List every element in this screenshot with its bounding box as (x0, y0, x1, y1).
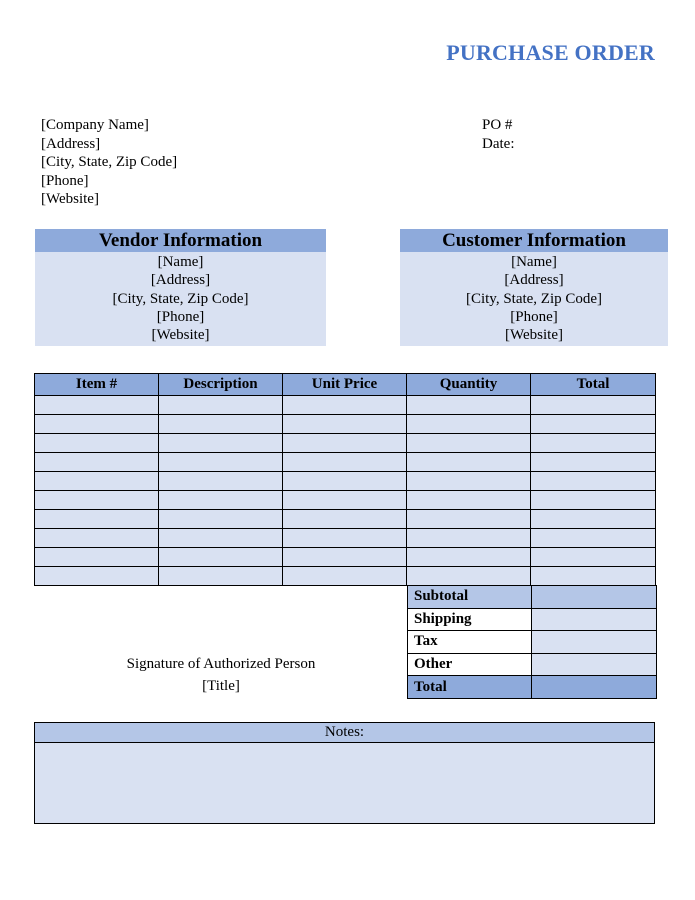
customer-city: [City, State, Zip Code] (465, 290, 603, 307)
cell-item[interactable] (35, 396, 159, 415)
cell-total[interactable] (531, 567, 656, 586)
cell-total[interactable] (531, 434, 656, 453)
vendor-city: [City, State, Zip Code] (112, 290, 249, 307)
cell-unit-price[interactable] (283, 529, 407, 548)
cell-description[interactable] (159, 491, 283, 510)
cell-unit-price[interactable] (283, 491, 407, 510)
cell-item[interactable] (35, 472, 159, 491)
company-block (41, 116, 177, 209)
cell-description[interactable] (159, 510, 283, 529)
signature-title: [Title] (202, 678, 240, 694)
vendor-address: [Address] (150, 272, 211, 289)
page-title: PURCHASE ORDER (446, 40, 655, 65)
tax-label: Tax (408, 631, 532, 654)
cell-item[interactable] (35, 491, 159, 510)
vendor-phone: [Phone] (156, 308, 205, 325)
tax-row (408, 631, 657, 654)
table-row (35, 491, 656, 510)
cell-description[interactable] (159, 453, 283, 472)
customer-name: [Name] (511, 254, 557, 270)
cell-total[interactable] (531, 548, 656, 567)
column-header-unit-price: Unit Price (283, 374, 407, 396)
customer-phone: [Phone] (510, 308, 558, 325)
cell-item[interactable] (35, 434, 159, 453)
cell-description[interactable] (159, 434, 283, 453)
cell-quantity[interactable] (407, 415, 531, 434)
cell-total[interactable] (531, 453, 656, 472)
cell-quantity[interactable] (407, 567, 531, 586)
table-row (35, 548, 656, 567)
items-header-row (35, 374, 656, 396)
cell-quantity[interactable] (407, 529, 531, 548)
company-phone: [Phone] (41, 172, 89, 189)
cell-unit-price[interactable] (283, 415, 407, 434)
cell-description[interactable] (159, 548, 283, 567)
cell-unit-price[interactable] (283, 434, 407, 453)
cell-item[interactable] (35, 510, 159, 529)
shipping-row (408, 608, 657, 631)
signature-label: Signature of Authorized Person (126, 656, 316, 672)
table-row (35, 567, 656, 586)
cell-unit-price[interactable] (283, 567, 407, 586)
cell-item[interactable] (35, 529, 159, 548)
cell-description[interactable] (159, 396, 283, 415)
total-value-cell[interactable] (532, 676, 657, 699)
vendor-website: [Website] (151, 327, 210, 344)
vendor-name: [Name] (157, 254, 204, 270)
cell-description[interactable] (159, 472, 283, 491)
cell-item[interactable] (35, 567, 159, 586)
cell-quantity[interactable] (407, 472, 531, 491)
cell-total[interactable] (531, 472, 656, 491)
shipping-value-cell[interactable] (532, 608, 657, 631)
total-label: Total (408, 676, 532, 699)
cell-unit-price[interactable] (283, 548, 407, 567)
column-header-description: Description (159, 374, 283, 396)
items-table (34, 373, 656, 586)
po-date-label: Date: (482, 135, 515, 152)
cell-item[interactable] (35, 453, 159, 472)
cell-unit-price[interactable] (283, 453, 407, 472)
company-address: [Address] (41, 135, 101, 152)
items-body (35, 396, 656, 586)
cell-unit-price[interactable] (283, 472, 407, 491)
other-label: Other (408, 653, 532, 676)
customer-heading: Customer Information (400, 229, 668, 252)
company-city: [City, State, Zip Code] (41, 154, 178, 171)
company-name: [Company Name] (41, 117, 149, 133)
subtotal-row (408, 586, 657, 609)
signature-block (100, 653, 342, 697)
notes-label: Notes: (35, 723, 654, 743)
cell-total[interactable] (531, 396, 656, 415)
cell-item[interactable] (35, 548, 159, 567)
cell-quantity[interactable] (407, 510, 531, 529)
table-row (35, 396, 656, 415)
po-number-label: PO # (482, 117, 513, 133)
cell-quantity[interactable] (407, 396, 531, 415)
cell-total[interactable] (531, 491, 656, 510)
column-header-quantity: Quantity (407, 374, 531, 396)
customer-info-box (400, 229, 668, 346)
company-website: [Website] (41, 191, 99, 208)
subtotal-label: Subtotal (408, 586, 532, 609)
table-row (35, 434, 656, 453)
table-row (35, 529, 656, 548)
notes-box[interactable] (34, 722, 655, 824)
cell-quantity[interactable] (407, 548, 531, 567)
table-row (35, 472, 656, 491)
cell-total[interactable] (531, 415, 656, 434)
cell-quantity[interactable] (407, 434, 531, 453)
table-row (35, 453, 656, 472)
totals-table (407, 585, 657, 699)
cell-quantity[interactable] (407, 453, 531, 472)
cell-description[interactable] (159, 415, 283, 434)
customer-website: [Website] (505, 327, 563, 344)
cell-description[interactable] (159, 567, 283, 586)
other-value-cell[interactable] (532, 653, 657, 676)
cell-description[interactable] (159, 529, 283, 548)
vendor-info-box (35, 229, 326, 346)
cell-unit-price[interactable] (283, 510, 407, 529)
column-header-item: Item # (35, 374, 159, 396)
shipping-label: Shipping (408, 608, 532, 631)
customer-address: [Address] (504, 272, 564, 289)
cell-quantity[interactable] (407, 491, 531, 510)
cell-total[interactable] (531, 529, 656, 548)
column-header-total: Total (531, 374, 656, 396)
table-row (35, 415, 656, 434)
cell-unit-price[interactable] (283, 396, 407, 415)
other-row (408, 653, 657, 676)
subtotal-value-cell[interactable] (532, 586, 657, 609)
vendor-heading: Vendor Information (35, 229, 326, 252)
cell-item[interactable] (35, 415, 159, 434)
table-row (35, 510, 656, 529)
total-row (408, 676, 657, 699)
po-block (482, 116, 514, 153)
cell-total[interactable] (531, 510, 656, 529)
tax-value-cell[interactable] (532, 631, 657, 654)
